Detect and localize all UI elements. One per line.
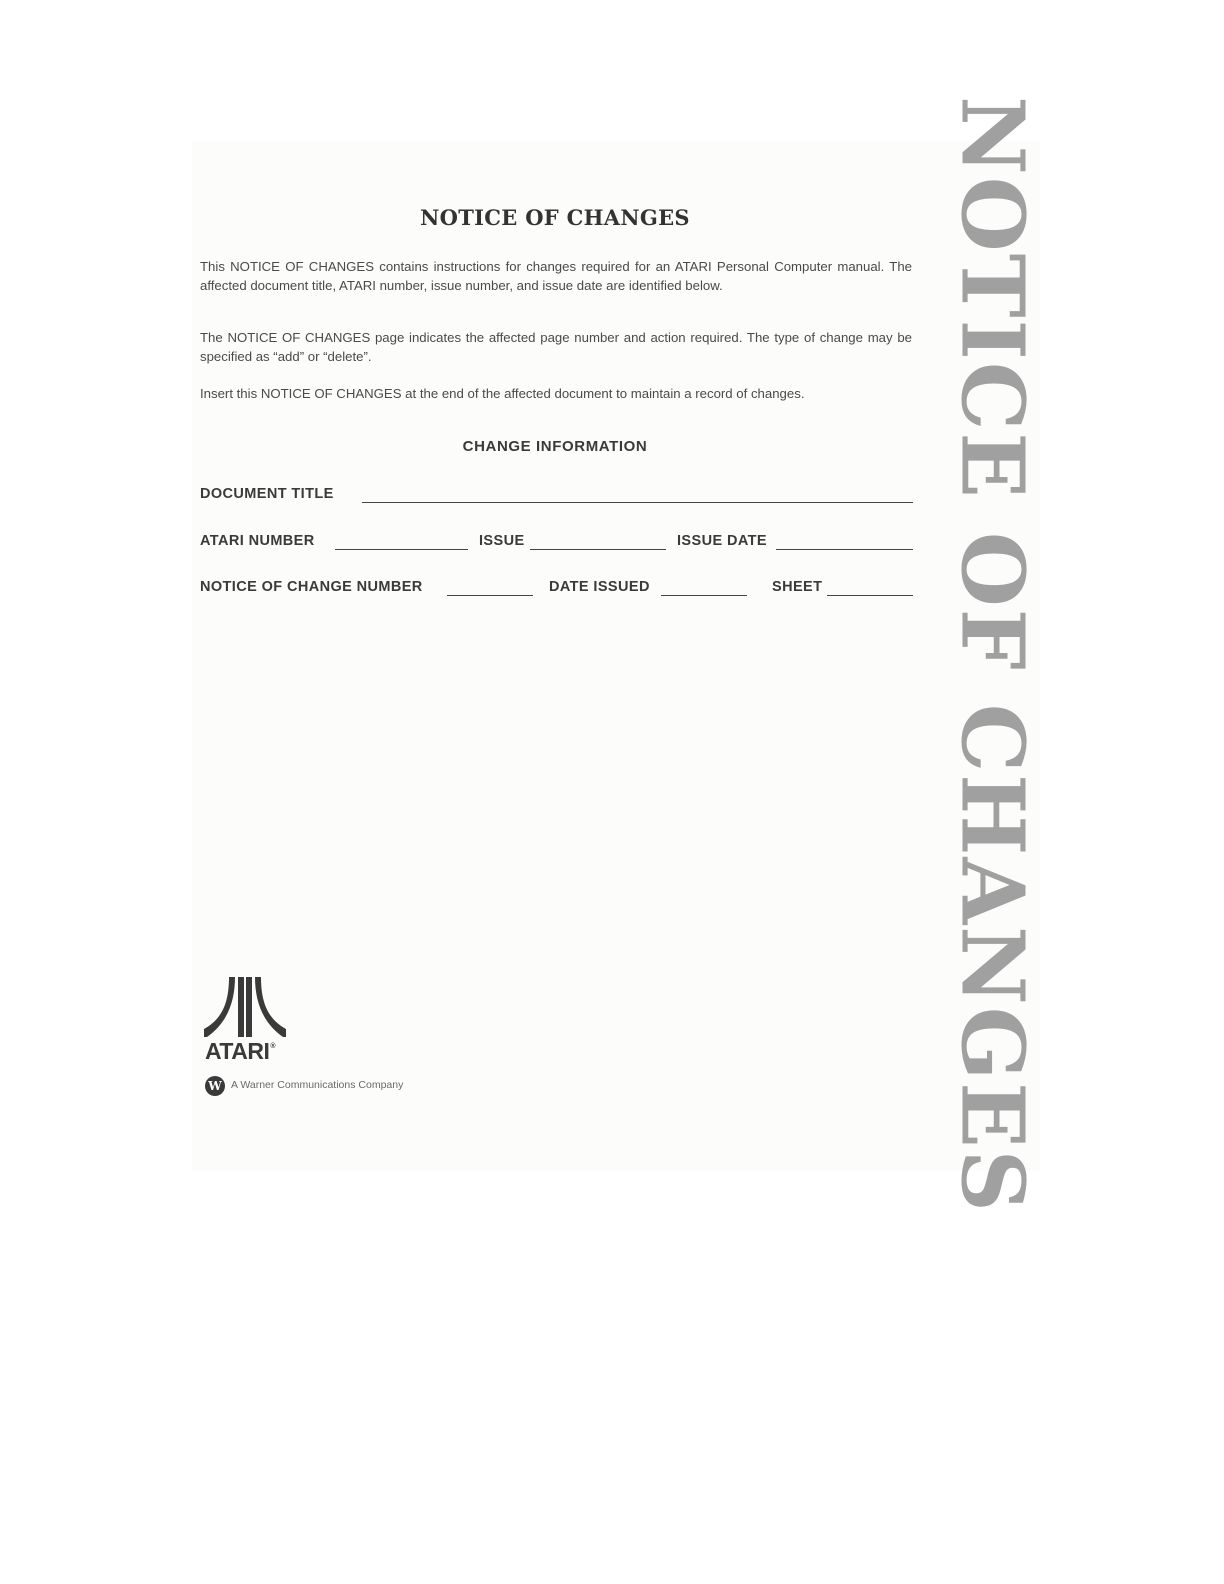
- issue-field[interactable]: [530, 549, 666, 550]
- page-title: NOTICE OF CHANGES: [420, 205, 690, 230]
- notice-of-change-number-label: NOTICE OF CHANGE NUMBER: [200, 579, 423, 595]
- insert-paragraph: Insert this NOTICE OF CHANGES at the end of the affected document to maintain a record of changes.: [200, 386, 805, 401]
- instructions-paragraph: The NOTICE OF CHANGES page indicates the affected page number and action required. The type of change may be specified as “add” or “delete”.: [200, 330, 912, 364]
- date-issued-label: DATE ISSUED: [549, 579, 650, 595]
- atari-number-field[interactable]: [335, 549, 468, 550]
- atari-fuji-logo-icon: [204, 976, 286, 1038]
- issue-label: ISSUE: [479, 533, 525, 549]
- issue-date-field[interactable]: [776, 549, 913, 550]
- warner-communications-logo-icon: W: [205, 1076, 225, 1096]
- document-title-field[interactable]: [362, 502, 913, 503]
- notice-of-change-number-field[interactable]: [447, 595, 533, 596]
- change-information-heading: CHANGE INFORMATION: [462, 438, 648, 455]
- document-title-label: DOCUMENT TITLE: [200, 486, 334, 502]
- atari-wordmark: ATARI®: [205, 1038, 276, 1064]
- atari-number-label: ATARI NUMBER: [200, 533, 315, 549]
- vertical-banner-title: NOTICE OF CHANGES: [941, 96, 1043, 1214]
- document-page: [192, 142, 1040, 1170]
- sheet-field[interactable]: [827, 595, 913, 596]
- intro-paragraph: This NOTICE OF CHANGES contains instructions for changes required for an ATARI Personal Computer manual. The affected document title, ATARI number, issue number, and issue date are identified below.: [200, 259, 912, 293]
- date-issued-field[interactable]: [661, 595, 747, 596]
- sheet-label: SHEET: [772, 579, 823, 595]
- company-tagline: A Warner Communications Company: [231, 1079, 404, 1091]
- issue-date-label: ISSUE DATE: [677, 533, 767, 549]
